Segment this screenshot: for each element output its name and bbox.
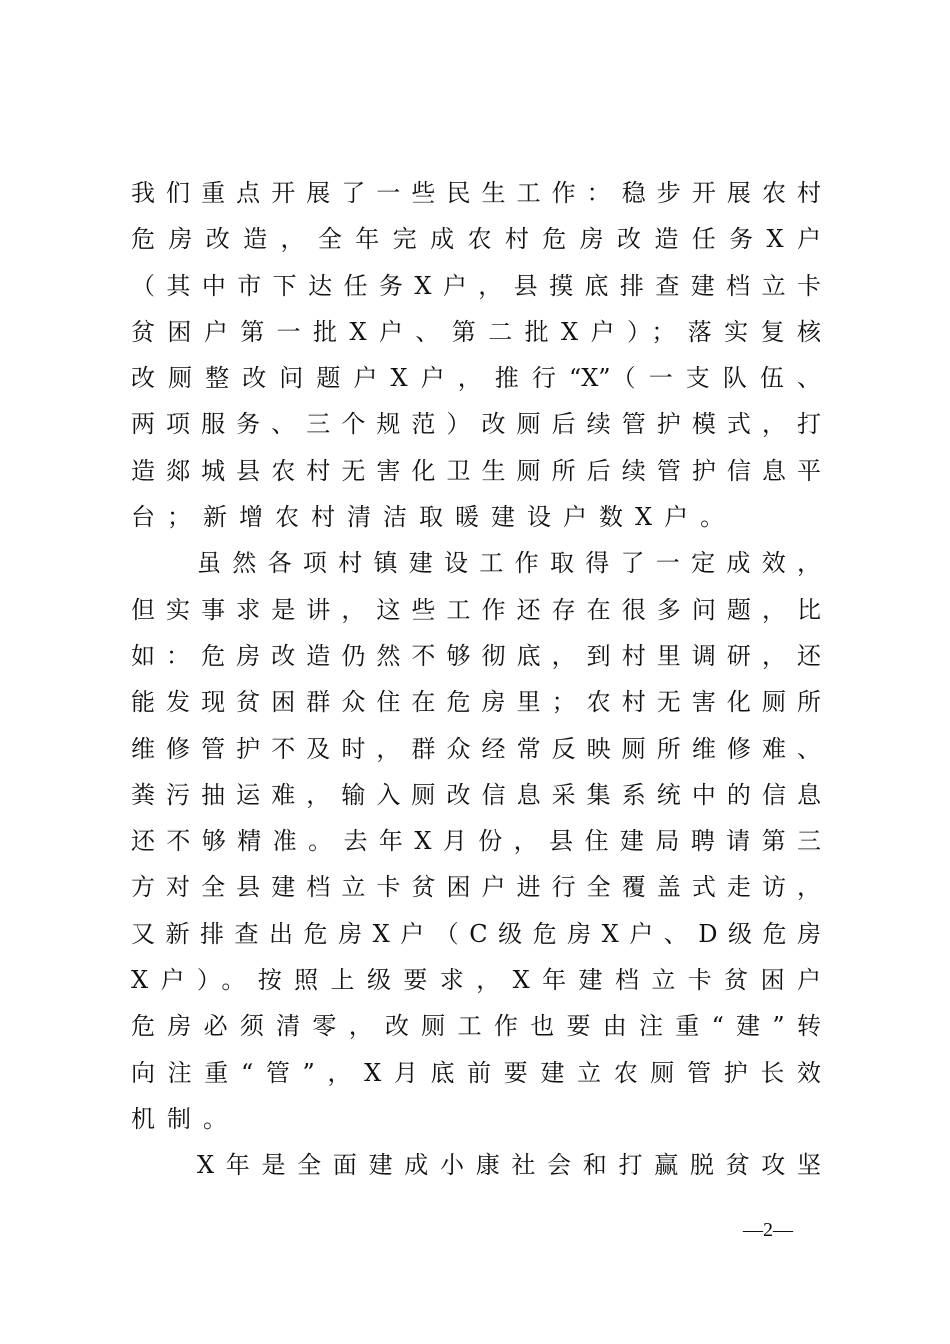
text-line: 虽然各项村镇建设工作取得了一定成效， [197, 549, 821, 578]
text-line: （其中市下达任务X户，县摸底排查建档立卡 [131, 271, 821, 300]
text-line: 我们重点开展了一些民生工作：稳步开展农村 [131, 179, 821, 207]
text-line: 造郯城县农村无害化卫生厕所后续管护信息平 [131, 456, 821, 485]
text-line: 但实事求是讲，这些工作还存在很多问题，比 [131, 595, 821, 624]
text-line: 又新排查出危房X户（C级危房X户、D级危房 [131, 919, 821, 948]
body-text [131, 170, 821, 1189]
text-line: 如：危房改造仍然不够彻底，到村里调研，还 [131, 641, 821, 670]
text-line: 贫困户第一批X户、第二批X户）；落实复核 [131, 317, 821, 346]
text-line: 机制。 [131, 1104, 239, 1133]
text-line: 改厕整改问题户X户，推行“X”（一支队伍、 [131, 364, 821, 393]
text-line: 方对全县建档立卡贫困户进行全覆盖式走访， [131, 873, 821, 902]
text-line: 两项服务、三个规范）改厕后续管护模式，打 [131, 410, 821, 439]
text-line: 维修管护不及时，群众经常反映厕所维修难、 [131, 734, 821, 763]
text-line: 粪污抽运难，输入厕改信息采集系统中的信息 [131, 780, 821, 809]
text-line: 台；新增农村清洁取暖建设户数X户。 [131, 503, 737, 532]
text-line: 还不够精准。去年X月份，县住建局聘请第三 [131, 827, 821, 856]
text-line: 向注重“管”，X月底前要建立农厕管护长效 [131, 1058, 821, 1087]
text-line: X户）。按照上级要求，X年建档立卡贫困户 [131, 966, 821, 995]
text-line: 危房改造，全年完成农村危房改造任务X户 [131, 225, 821, 254]
text-line: X年是全面建成小康社会和打赢脱贫攻坚 [197, 1151, 821, 1180]
text-line: 能发现贫困群众住在危房里；农村无害化厕所 [131, 688, 821, 717]
text-line: 危房必须清零，改厕工作也要由注重“建”转 [131, 1012, 821, 1041]
page-number: —2— [743, 1219, 793, 1241]
